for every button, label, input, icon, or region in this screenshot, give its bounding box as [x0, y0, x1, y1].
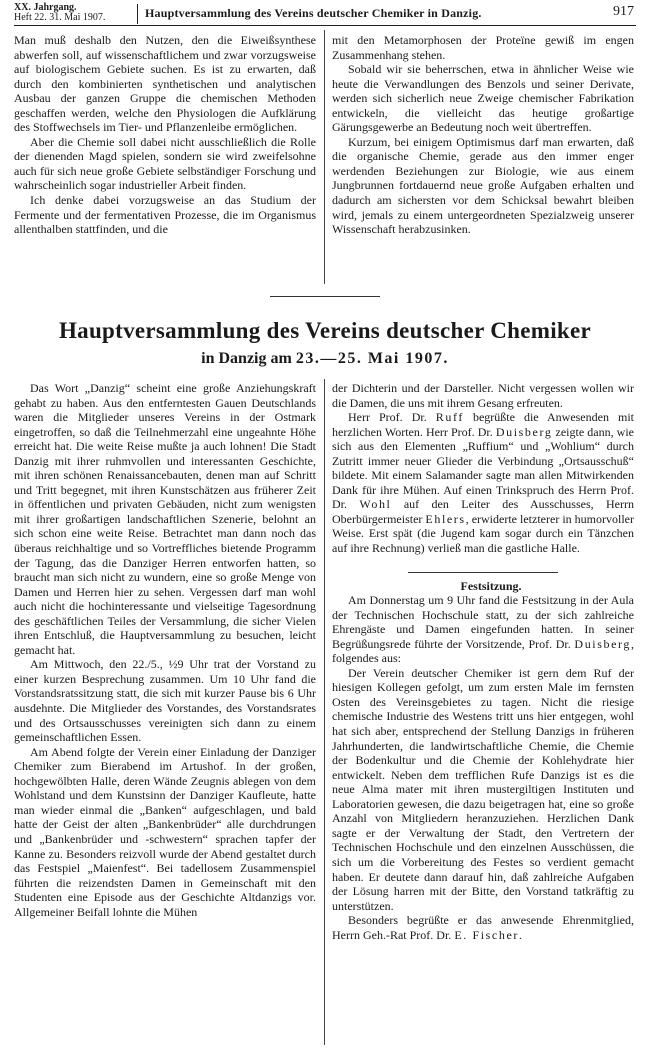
paragraph: Das Wort „Danzig“ scheint eine große Anziehungskraft gehabt zu haben. Aus den entferntesten Gauen Deutschlands waren die Mitglieder unseres Vereins in der Ostmark eingetroffen, so daß die Teilnehmerzahl eine ungeahnte Höhe erreicht hat. Die weite Reise mußte ja auch lohnen! Die Stadt Danzig mit ihrer ruhmvollen und interessanten Geschichte, mit ihren schönen Renaissancebauten, denen man auf Schritt und Tritt begegnet, mit ihren Kunstschätzen aus früherer Zeit in öffentlichen und privaten Gebäuden, nicht zum wenigsten mit ihrer großartigen landschaftlichen Szenerie, belohnt an sich schon eine weite Reise. Betrachtet man dann noch das überaus reichhaltige und so Vortreffliches bietende Programm der Tagung, das die Danziger Herren entworfen hatten, so braucht man sich nicht zu wundern, eine so große Menge von Damen und Herren hier zu sehen. Vergessen darf man wohl auch nicht die hochinteressante und vielseitige Tagesordnung des geschäftlichen Teiles der Versammlung, die sicher Vielen ihren Entschluß, die Hauptversammlung zu besuchen, leicht gemacht hat. [14, 381, 316, 657]
subtitle-prefix: in Danzig am [201, 350, 296, 367]
top-left-column [14, 33, 316, 237]
paragraph: Aber die Chemie soll dabei nicht ausschließlich die Rolle der dienenden Magd spielen, sondern sie wird zweifelsohne auch für sich neue große Gebiete selbständiger Forschung und wahrscheinlich sogar industrieller Arbeit finden. [14, 134, 316, 193]
person-name: Wohl [359, 497, 392, 512]
header-divider [137, 4, 138, 24]
person-name: Ehlers [425, 511, 466, 526]
article-subtitle [0, 350, 650, 368]
text-run: . [518, 927, 522, 942]
text-run: Am Donnerstag um 9 Uhr fand die Festsitzung in der Aula der Technischen Hochschule statt, zu der sich zahlreiche Ehrengäste und Damen eingefunden hatten. In seiner Begrüßungsrede führte der Vorsitzende, Prof. Dr. [332, 593, 634, 651]
paragraph: Sobald wir sie beherrschen, etwa in ähnlicher Weise wie heute die Verwandlungen des Benzols und seiner Derivate, werden sich sicherlich neue Zweige chemischer Fabrikation entwickeln, die vielleicht das heutige großartige Gärungsgewerbe an Bedeutung noch weit übertreffen. [332, 62, 634, 135]
bottom-right-column [332, 381, 634, 942]
column-divider [324, 30, 325, 284]
text-run: Besonders begrüßte er das anwesende Ehrenmitglied, Herrn Geh.-Rat Prof. Dr. [332, 913, 634, 942]
text-run: begrüßte die Anwesenden mit herzlichen Worten. Herr Prof. Dr. [332, 410, 634, 439]
page-number: 917 [613, 4, 634, 19]
paragraph [332, 410, 634, 555]
paragraph: Kurzum, bei einigem Optimismus darf man erwarten, daß die organische Chemie, gerade aus den immer enger werdenden Beziehungen zur Biologie, wie aus einem Jungbrunnen fortdauernd neue große Aufgaben erhalten und dadurch am sichersten vor dem Schicksal bewahrt bleiben wird, jemals zu einem untergeordneten Spezialzweig unserer Wissenschaft herabzusinken. [332, 134, 634, 237]
top-right-column [332, 33, 634, 237]
running-title: Hauptversammlung des Vereins deutscher Chemiker in Danzig. [145, 6, 482, 20]
issue-label: Heft 22. 31. Mai 1907. [14, 12, 106, 23]
person-name: Ruff [435, 410, 464, 425]
section-rule [408, 572, 558, 573]
article-title: Hauptversammlung des Vereins deutscher Chemiker [58, 318, 592, 343]
paragraph [332, 913, 634, 942]
paragraph [332, 593, 634, 666]
volume-label: XX. Jahrgang. [14, 2, 77, 13]
paragraph: mit den Metamorphosen der Proteïne gewiß im engen Zusammenhang stehen. [332, 33, 634, 62]
text-run: , folgendes aus: [332, 636, 634, 666]
bottom-left-column [14, 381, 316, 919]
running-header [14, 3, 636, 26]
person-name: Duisberg [574, 636, 631, 651]
paragraph: Ich denke dabei vorzugsweise an das Studium der Fermente und der fermentativen Prozesse, die im Organismus allenthalben stattfinden, und die [14, 193, 316, 237]
subtitle-dates: 23.—25. Mai 1907. [295, 350, 449, 367]
text-run: Herr Prof. Dr. [348, 410, 436, 425]
person-name: E. Fischer [454, 927, 519, 942]
paragraph: Am Mittwoch, den 22./5., ½9 Uhr trat der Vorstand zu einer kurzen Besprechung zusammen. Um 10 Uhr fand die Vorstandsratssitzung statt, die sich mit kurzer Pause bis 6 Uhr ausdehnte. Die Mitglieder des Vorstandes, des Vorstandsrates und des Ortsausschusses vereinigten sich dann zu einem gemeinschaftlichen Essen. [14, 657, 316, 745]
text-run: , erwiderte letzterer in humorvoller Weise. Erst spät (die Jugend kam sogar durch ein Tänzchen auf ihre Rechnung) verließ man die gastliche Halle. [332, 511, 634, 556]
person-name: Duisberg [495, 424, 553, 439]
paragraph: der Dichterin und der Darsteller. Nicht vergessen wollen wir die Damen, die uns mit ihrem Gesang erfreuten. [332, 381, 634, 410]
text-run: zeigte dann, wie sich aus den Elementen „Ruffium“ und „Wohlium“ durch Zutritt immer neuer Glieder die Verbindung „Ortsausschuß“ bildete. Mit einem Salamander sagte man allen Mitwirkenden Dank für ihre Mühen. Auf einen Trinkspruch des Herrn Prof. Dr. [332, 424, 634, 512]
section-heading: Festsitzung. [460, 578, 522, 593]
section-divider-rule [270, 296, 380, 297]
text-run: auf den Leiter des Ausschusses, Herrn Oberbürgermeister [332, 497, 635, 526]
paragraph: Man muß deshalb den Nutzen, den die Eiweißsynthese abwerfen soll, auf wissenschaftlichem und zwar vorzugsweise auf biologischem Gebiete suchen. Es ist zu erwarten, daß durch den kombinierten synthetischen und analytischen Ausbau der ganzen Gruppe die chemischen Methoden geschaffen werden, welche den Physiologen die Aufklärung des Stoffwechsels im Tier- und Pflanzenleibe ermöglichen. [14, 33, 316, 135]
paragraph: Am Abend folgte der Verein einer Einladung der Danziger Chemiker zum Bierabend im Artushof. In der großen, hochgewölbten Halle, deren Wände Zeugnis ablegen von dem Wohlstand und dem Kunstsinn der Danziger Kaufleute, hatte man wieder einmal die „Banken“ aufgeschlagen, und bald hatte der Geist der alten „Bankenbrüder“ alle durchdrungen und „Bankenbrüder und -schwestern“ sprachen tapfer der Kanne zu. Besonders reizvoll wurde der Abend gestaltet durch das Festspiel „Maienfest“. Bei tadellosem Zusammenspiel führten die reizendsten Damen in Gemeinschaft mit den Studenten eine Episode aus der Geschichte Altdanzigs vor. Allgemeiner Beifall lohnte die Mühen [14, 744, 316, 919]
column-divider [324, 379, 325, 1045]
paragraph: Der Verein deutscher Chemiker ist gern dem Ruf der hiesigen Kollegen gefolgt, um zum ersten Male im fernsten Osten des Vereinsgebietes zu tagen. Nicht die riesige chemische Industrie des Westens tritt uns hier entgegen, wohl hat sich aber, entsprechend der Stellung Danzigs in früheren Jahrhunderten, die landwirtschaftliche Chemie, die Chemie der Bodenkultur und die Chemie der Kohlehydrate hier entwickelt. Neben dem trefflichen Rufe Danzigs ist es die neue Alma mater mit ihren mustergiltigen Instituten und Laboratorien gewesen, die dazu beigetragen hat, eine so große Anzahl von Mitgliedern heranzuziehen. Herzlichen Dank sagte er der Verwaltung der Stadt, den Vertretern der Technischen Hochschule und den einzelnen Ausschüssen, die sich um die Vorbereitung des Festes so verdient gemacht haben. Er deutete dann darauf hin, daß zahlreiche Aufgaben der Lösung harren mit der Bitte, den Vorstand tatkräftig zu unterstützen. [332, 665, 634, 913]
